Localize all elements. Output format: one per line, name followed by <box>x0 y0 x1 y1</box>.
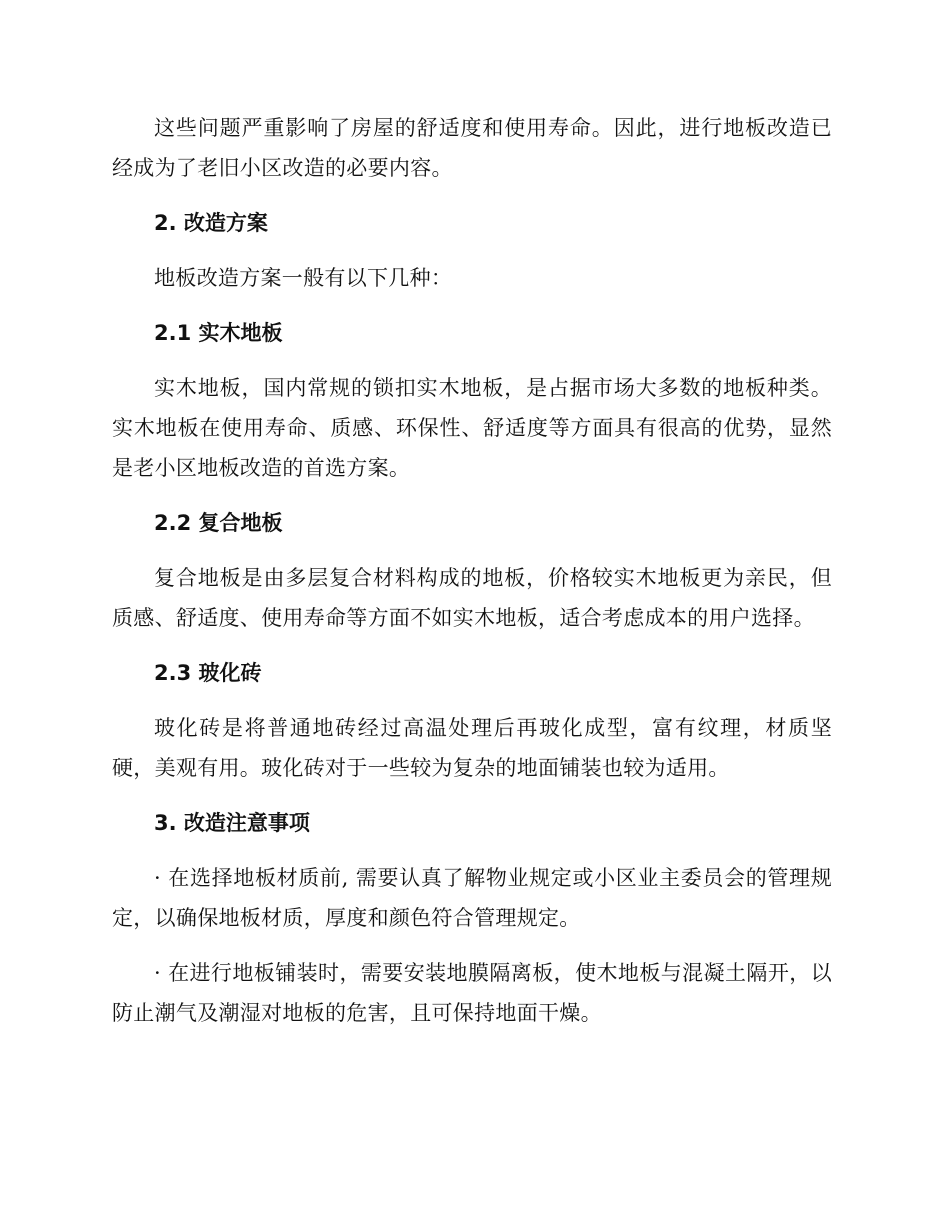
note-item-2: · 在进行地板铺装时，需要安装地膜隔离板，使木地板与混凝土隔开，以防止潮气及潮湿对地板的危害，且可保持地面干燥。 <box>112 961 832 1025</box>
intro-paragraph: 这些问题严重影响了房屋的舒适度和使用寿命。因此，进行地板改造已经成为了老旧小区改造的必要内容。 <box>112 116 832 180</box>
section-2-3-paragraph: 玻化砖是将普通地砖经过高温处理后再玻化成型，富有纹理，材质坚硬，美观有用。玻化砖对于一些较为复杂的地面铺装也较为适用。 <box>112 716 832 780</box>
document-body <box>112 108 832 1033</box>
section-2-1-heading: 2.1 实木地板 <box>154 321 283 345</box>
section-2-1-paragraph: 实木地板，国内常规的锁扣实木地板，是占据市场大多数的地板种类。实木地板在使用寿命、质感、环保性、舒适度等方面具有很高的优势，显然是老小区地板改造的首选方案。 <box>112 376 832 480</box>
note-item-1: · 在选择地板材质前, 需要认真了解物业规定或小区业主委员会的管理规定，以确保地板材质，厚度和颜色符合管理规定。 <box>112 866 832 930</box>
section-3-heading: 3. 改造注意事项 <box>154 811 310 835</box>
section-2-2-heading: 2.2 复合地板 <box>154 511 283 535</box>
section-2-heading: 2. 改造方案 <box>154 211 268 235</box>
section-2-2-paragraph: 复合地板是由多层复合材料构成的地板，价格较实木地板更为亲民，但质感、舒适度、使用寿命等方面不如实木地板，适合考虑成本的用户选择。 <box>112 566 832 630</box>
section-2-intro: 地板改造方案一般有以下几种： <box>154 266 453 290</box>
section-2-3-heading: 2.3 玻化砖 <box>154 661 262 685</box>
